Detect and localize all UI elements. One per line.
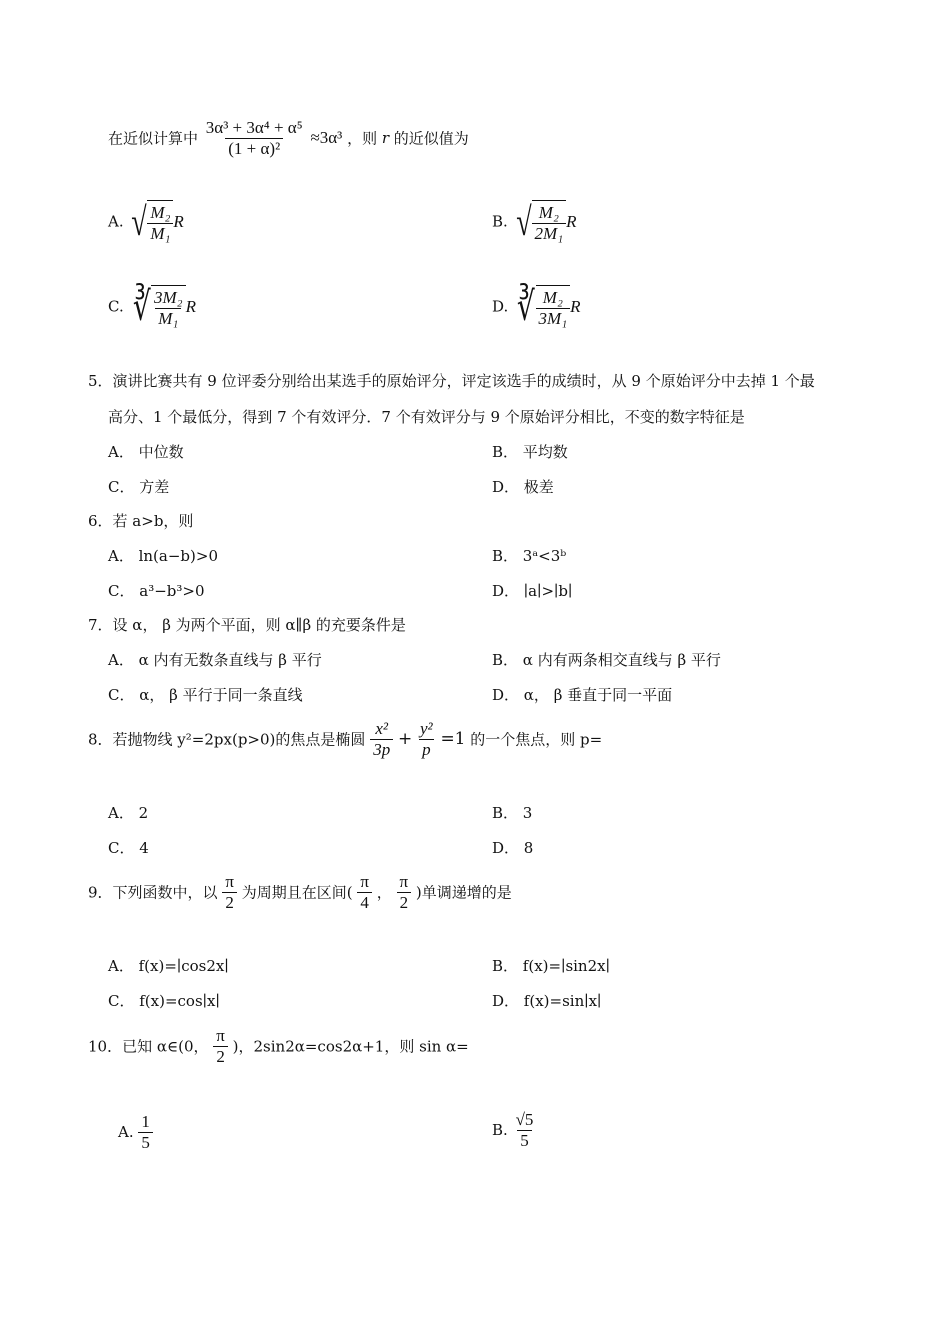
q9-option-a: A． f(x)=∣cos2x∣	[108, 957, 229, 975]
cube-root-icon: ∛	[132, 283, 151, 329]
q4-tail-suffix: 的近似值为	[389, 129, 469, 148]
q9-interval-right	[397, 872, 412, 912]
q10-interval-frac	[213, 1026, 228, 1066]
q10-option-a	[118, 1112, 153, 1152]
q9-interval-left-den: 4	[357, 892, 372, 913]
q4-tail-var: r	[381, 129, 390, 148]
q9-interval-left-num: π	[360, 872, 369, 891]
q4-option-c-frac	[151, 288, 186, 328]
q5-stem-line1: 5．演讲比赛共有 9 位评委分别给出某选手的原始评分，评定该选手的成绩时，从 9 个原始评分中去掉 1 个最	[88, 372, 815, 390]
q9-interval-left	[357, 872, 372, 912]
q10-option-b-label: B.	[492, 1121, 508, 1140]
q5-option-b: B． 平均数	[492, 443, 568, 461]
q8-tail: 的一个焦点，则 p=	[470, 730, 603, 749]
q4-option-b-expr	[513, 200, 577, 243]
q7-option-a: A． α 内有无数条直线与 β 平行	[108, 651, 322, 669]
q4-option-a-expr	[128, 200, 183, 243]
radical-icon: √	[131, 198, 148, 244]
q8-frac-x-den: 3p	[370, 739, 393, 760]
q9-option-b: B． f(x)=∣sin2x∣	[492, 957, 610, 975]
q10-option-b-frac	[513, 1110, 537, 1150]
q9-option-d: D． f(x)=sin∣x∣	[492, 992, 602, 1010]
q8-frac-x-num: x²	[375, 719, 389, 738]
q4-option-c-expr	[129, 285, 196, 328]
q8-option-c: C． 4	[108, 839, 149, 857]
q4-lead: 在近似计算中	[108, 129, 199, 148]
q9-option-c: C． f(x)=cos∣x∣	[108, 992, 220, 1010]
q4-option-b	[492, 200, 577, 243]
q10-option-a-frac	[138, 1112, 153, 1152]
q10-option-a-den: 5	[138, 1132, 153, 1153]
q9-period-frac	[222, 872, 237, 912]
q10-option-a-num: 1	[141, 1112, 150, 1131]
q10-option-a-label: A.	[118, 1123, 134, 1142]
q10-tail: )，2sin2α=cos2α+1，则 sin α=	[232, 1037, 469, 1056]
q4-option-d-den: 3M₁	[536, 308, 571, 329]
q10-stem	[88, 1026, 469, 1066]
q8-stem	[88, 719, 602, 759]
q4-option-a	[108, 200, 184, 243]
q4-option-c-den: M₁	[155, 308, 181, 329]
q9-mid: 为周期且在区间(	[241, 883, 353, 902]
q7-option-b: B． α 内有两条相交直线与 β 平行	[492, 651, 721, 669]
q9-stem	[88, 872, 512, 912]
q4-option-d-label: D.	[492, 297, 509, 316]
q10-interval-den: 2	[213, 1046, 228, 1067]
q4-option-d-num: M₂	[542, 288, 563, 307]
q10-lead: 10．已知 α∈(0，	[88, 1037, 209, 1056]
q9-lead: 9．下列函数中，以	[88, 883, 218, 902]
q5-stem-line2: 高分、1 个最低分，得到 7 个有效评分．7 个有效评分与 9 个原始评分相比，不变的数字特征是	[108, 408, 745, 426]
q8-option-a: A． 2	[108, 804, 149, 822]
q8-frac-y	[417, 719, 436, 759]
q4-option-a-den: M₁	[147, 223, 173, 244]
q9-period-den: 2	[222, 892, 237, 913]
q4-option-a-num: M₂	[150, 203, 171, 222]
q8-frac-x	[370, 719, 393, 759]
q10-option-b	[492, 1110, 536, 1150]
q9-interval-right-num: π	[399, 872, 409, 891]
q8-plus: +	[397, 729, 413, 750]
q4-option-c-num: 3M₂	[154, 288, 183, 307]
q4-option-a-frac	[147, 203, 173, 243]
q8-frac-y-den: p	[419, 739, 434, 760]
q8-option-b: B． 3	[492, 804, 533, 822]
q10-option-b-den: 5	[517, 1130, 532, 1151]
q4-stem	[108, 118, 469, 158]
q9-tail: )单调递增的是	[415, 883, 512, 902]
q4-frac-den: (1 + α)²	[225, 138, 283, 159]
q5-option-d: D． 极差	[492, 478, 554, 496]
q4-option-c-suffix: R	[185, 296, 196, 316]
q7-stem: 7．设 α， β 为两个平面，则 α∥β 的充要条件是	[88, 616, 406, 634]
q9-interval-right-den: 2	[397, 892, 412, 913]
q5-option-a: A． 中位数	[108, 443, 184, 461]
q4-option-a-suffix: R	[173, 211, 184, 231]
q4-option-a-label: A.	[108, 212, 124, 231]
q4-option-d-expr	[513, 285, 580, 328]
q9-comma: ，	[376, 883, 392, 902]
q4-option-c	[108, 285, 196, 328]
radical-icon: √	[515, 198, 532, 244]
q4-option-b-suffix: R	[566, 211, 577, 231]
q8-option-d: D． 8	[492, 839, 534, 857]
q10-option-b-num: √5	[515, 1110, 534, 1129]
q4-frac-num: 3α³ + 3α⁴ + α⁵	[205, 118, 303, 137]
q6-stem: 6．若 a>b，则	[88, 512, 194, 530]
q7-option-c: C． α， β 平行于同一条直线	[108, 686, 303, 704]
cube-root-icon: ∛	[516, 283, 535, 329]
q8-eq: =1	[440, 729, 466, 750]
q4-option-d-frac	[536, 288, 571, 328]
q6-option-d: D． ∣a∣>∣b∣	[492, 582, 573, 600]
q4-option-b-label: B.	[492, 212, 508, 231]
q6-option-a: A． ln(a−b)>0	[108, 547, 218, 565]
q4-option-d	[492, 285, 581, 328]
q4-option-b-den: 2M₁	[532, 223, 567, 244]
q9-period-num: π	[225, 872, 234, 891]
q4-option-d-suffix: R	[570, 296, 581, 316]
q5-option-c: C． 方差	[108, 478, 170, 496]
q4-option-b-frac	[532, 203, 567, 243]
q6-option-b: B． 3ᵃ<3ᵇ	[492, 547, 567, 565]
q6-option-c: C． a³−b³>0	[108, 582, 205, 600]
q4-rhs: ≈3α³	[310, 128, 343, 148]
q4-option-c-label: C.	[108, 297, 124, 316]
q8-frac-y-num: y²	[420, 719, 433, 738]
q4-approx-fraction	[203, 118, 306, 158]
q8-lead: 8．若抛物线 y²=2px(p>0)的焦点是椭圆	[88, 730, 366, 749]
q7-option-d: D． α， β 垂直于同一平面	[492, 686, 673, 704]
q4-tail-prefix: ，则	[347, 129, 382, 148]
q10-interval-num: π	[216, 1026, 225, 1045]
q4-option-b-num: M₂	[538, 203, 559, 222]
